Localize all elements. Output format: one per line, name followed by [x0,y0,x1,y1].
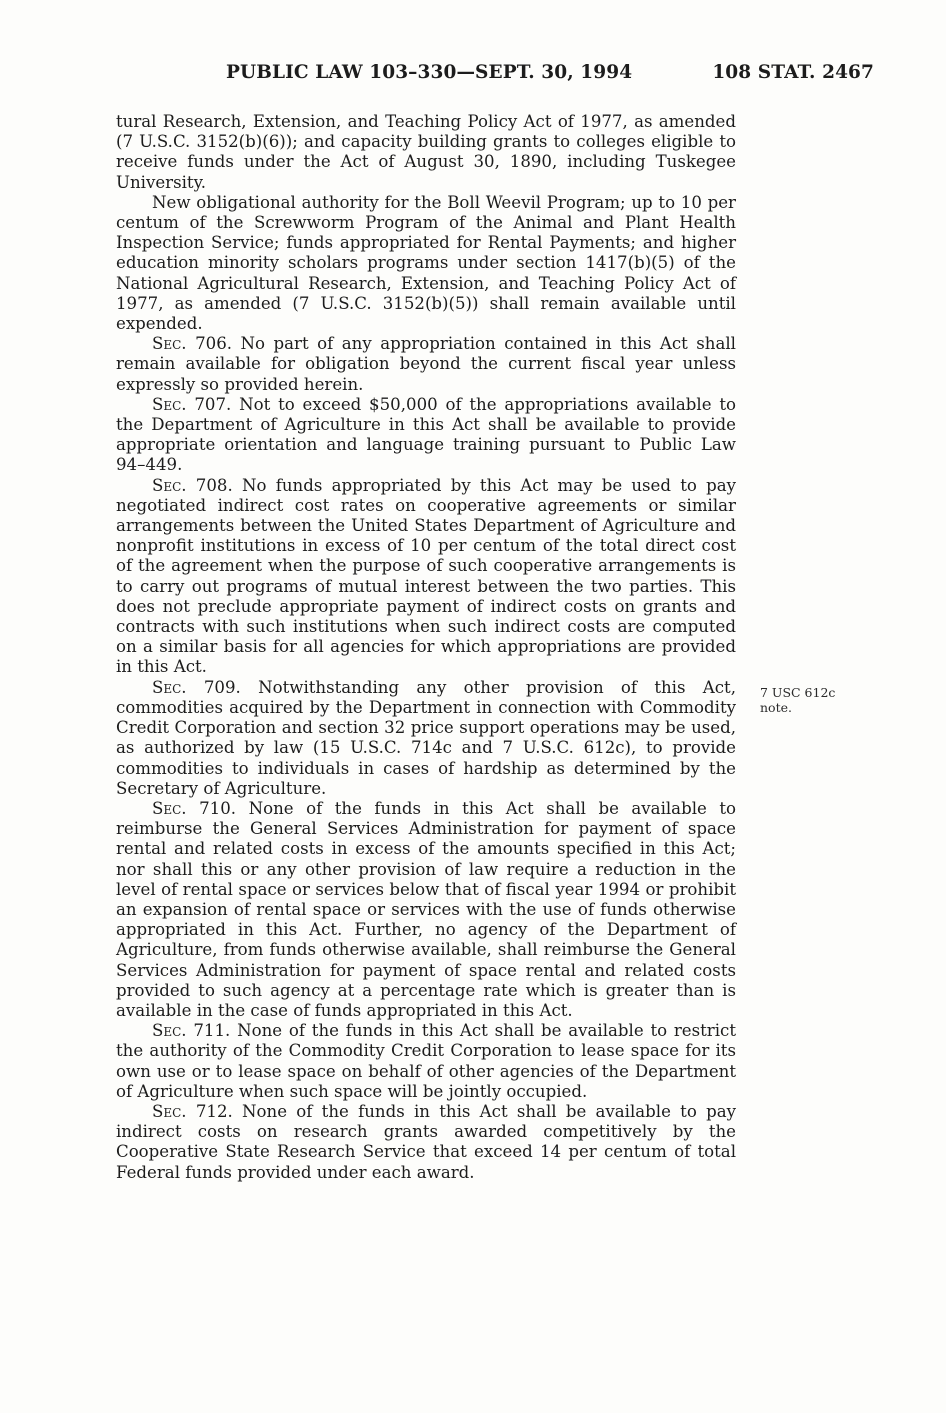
section-709-text: Notwithstanding any other provision of this Act, commodities acquired by the Department in connection with Commodity Credit Corporation and section 32 price support operations may be used, as authorized by law (15 U.S.C. 714c and 7 U.S.C. 612c), to provide commodities to individuals in cases of hardship as determined by the Secretary of Agriculture. [116,677,736,798]
section-709-label: Sec. 709. [152,677,241,697]
section-710-text: None of the funds in this Act shall be available to reimburse the General Services Administration for payment of space rental and related costs in excess of the amounts specified in this Act; nor shall this or any other provision of law require a reduction in the level of rental space or services below that of fiscal year 1994 or prohibit an expansion of rental space or services with the use of funds otherwise appropriated in this Act. Further, no agency of the Department of Agriculture, from funds otherwise available, shall reimburse the General Services Administration for payment of space rental and related costs provided to such agency at a percentage rate which is greater than is available in the case of funds appropriated in this Act. [116,798,736,1020]
section-708-text: No funds appropriated by this Act may be used to pay negotiated indirect cost rates on cooperative agreements or similar arrangements between the United States Department of Agriculture and nonprofit institutions in excess of 10 per centum of the total direct cost of the agreement when the purpose of such cooperative arrangements is to carry out programs of mutual interest between the two parties. This does not preclude appropriate payment of indirect costs on grants and contracts with such institutions when such indirect costs are computed on a similar basis for all agencies for which appropriations are provided in this Act. [116,475,736,677]
margin-note-citation: 7 USC 612c [760,685,836,700]
paragraph-obligational-authority: New obligational authority for the Boll Weevil Program; up to 10 per centum of the Screwworm Program of the Animal and Plant Health Inspection Service; funds appropriated for Rental Payments; and higher education minority scholars programs under section 1417(b)(5) of the National Agricultural Research, Extension, and Teaching Policy Act of 1977, as amended (7 U.S.C. 3152(b)(5)) shall remain available until expended. [116,192,736,334]
section-710-label: Sec. 710. [152,798,237,818]
statute-page-number: 108 STAT. 2467 [712,62,874,83]
section-712 [116,1102,736,1183]
section-707 [116,395,736,476]
running-head-title: PUBLIC LAW 103–330—SEPT. 30, 1994 [226,62,633,83]
section-707-label: Sec. 707. [152,394,232,414]
section-711-text: None of the funds in this Act shall be available to restrict the authority of the Commodity Credit Corporation to lease space for its own use or to lease space on behalf of other agencies of the Department of Agriculture when such space will be jointly occupied. [116,1021,737,1101]
margin-note-label: note. [760,700,792,715]
section-708 [116,476,736,678]
section-712-text: None of the funds in this Act shall be available to pay indirect costs on research grants awarded competitively by the Cooperative State Research Service that exceed 14 per centum of total Federal funds provided under each award. [116,1101,736,1182]
body-text [116,112,736,1183]
section-711-label: Sec. 711. [152,1021,231,1041]
section-710 [116,799,736,1021]
section-707-text: Not to exceed $50,000 of the appropriations available to the Department of Agriculture in this Act shall be available to provide appropriate orientation and language training pursuant to Public Law 94–449. [116,394,736,475]
section-708-label: Sec. 708. [152,475,233,495]
paragraph-continuation: tural Research, Extension, and Teaching Policy Act of 1977, as amended (7 U.S.C. 3152(b)(6)); and capacity building grants to colleges eligible to receive funds under the Act of August 30, 1890, including Tuskegee University. [116,112,736,192]
running-head [118,62,874,90]
margin-note [760,685,860,715]
section-706 [116,334,736,395]
section-706-label: Sec. 706. [152,334,233,354]
section-711 [116,1021,736,1102]
section-712-label: Sec. 712. [152,1101,233,1121]
section-706-text: No part of any appropriation contained in this Act shall remain available for obligation beyond the current fiscal year unless expressly so provided herein. [116,334,736,394]
section-709 [116,678,736,799]
